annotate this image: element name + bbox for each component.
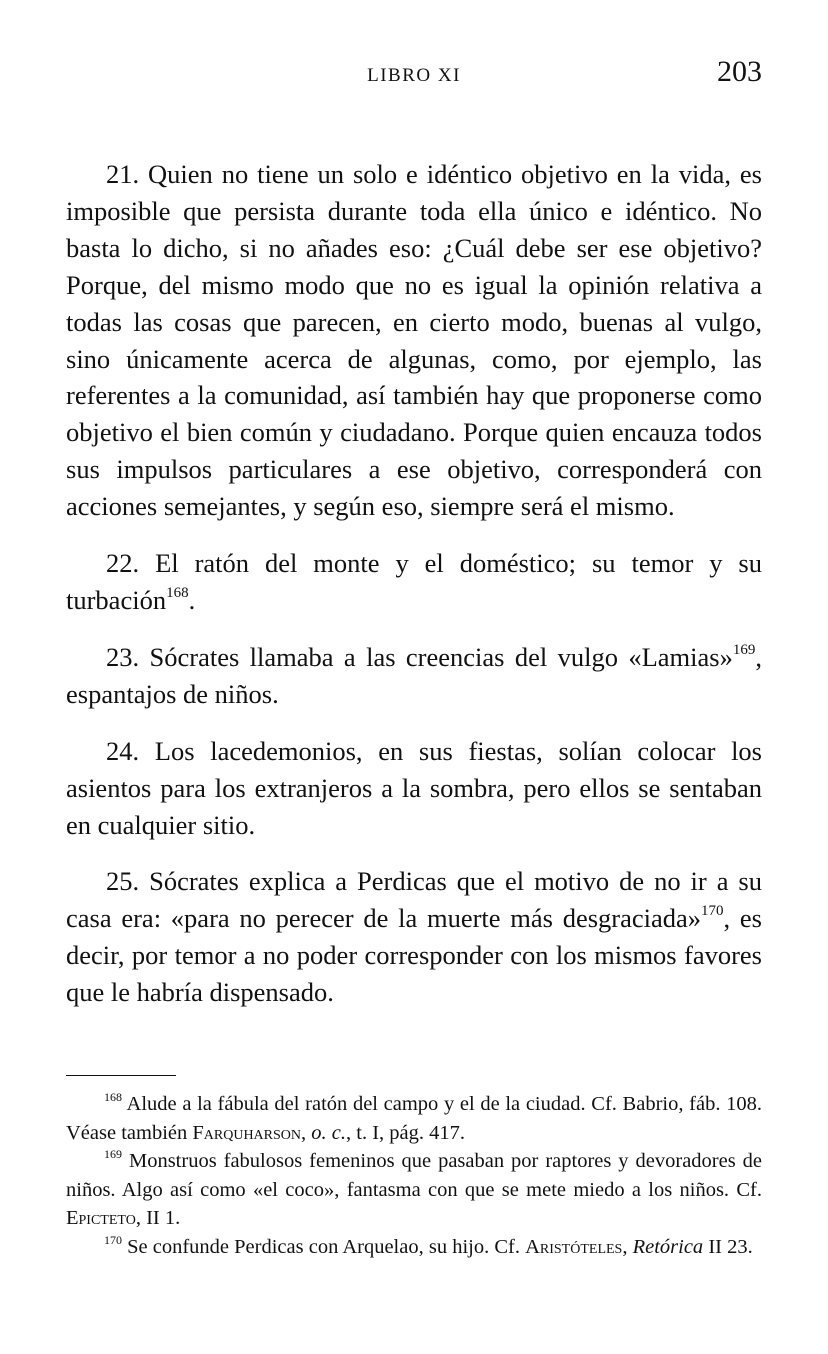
- footnote-number: 169: [104, 1147, 122, 1161]
- running-head: LIBRO XI: [367, 65, 461, 86]
- footnote-number: 168: [104, 1090, 122, 1104]
- footnote-text: Alude a la fábula del ratón del campo y el de la ciudad. Cf. Babrio, fáb. 108. Véase también: [66, 1093, 762, 1144]
- main-text: [66, 156, 762, 1031]
- paragraph-22: [66, 545, 762, 619]
- paragraph-23: [66, 639, 762, 713]
- footnote-168: [66, 1090, 762, 1147]
- paragraph-24: [66, 733, 762, 844]
- footnote-separator: [66, 1075, 176, 1076]
- footnote-author: Aristóteles: [525, 1235, 623, 1258]
- paragraph-text: .: [188, 584, 196, 615]
- page-number: 203: [717, 55, 762, 88]
- paragraph-text: , espantajos de niños.: [66, 641, 762, 709]
- footnote-author: Epicteto: [66, 1207, 136, 1229]
- paragraph-21: [66, 156, 762, 525]
- footnote-text: Monstruos fabulosos femeninos que pasaban por raptores y devoradores de niños. Algo así como «el coco», fantasma con que se mete miedo a los niños. Cf.: [66, 1150, 763, 1201]
- footnote-italic: Retórica: [632, 1235, 704, 1258]
- paragraph-text: 23. Sócrates llamaba a las creencias del vulgo «Lamias»: [106, 641, 733, 672]
- footnote-text: ,: [622, 1235, 633, 1258]
- footnote-italic: o. c.: [311, 1121, 346, 1144]
- footnote-text: II 23.: [703, 1235, 753, 1258]
- footnote-text: , II 1.: [135, 1207, 181, 1229]
- footnote-170: [66, 1233, 762, 1262]
- footnote-text: , t. I, pág. 417.: [346, 1121, 465, 1144]
- footnote-169: [66, 1147, 762, 1233]
- footnote-text: Se confunde Perdicas con Arquelao, su hijo. Cf.: [127, 1235, 526, 1258]
- paragraph-text: 21. Quien no tiene un solo e idéntico objetivo en la vida, es imposible que persista durante toda ella único e idéntico. No basta lo dicho, si no añades eso: ¿Cuál debe ser ese objetivo? Porque, del mismo modo que no es igual la opinión relativa a todas las cosas que parecen, en cierto modo, buenas al vulgo, sino únicamente acerca de algunas, como, por ejemplo, las referentes a la comunidad, así también hay que proponerse como objetivo el bien común y ciudadano. Porque quien encauza todos sus impulsos particulares a ese objetivo, corresponderá con acciones semejantes, y según eso, siempre será el mismo.: [66, 159, 762, 522]
- footnotes: [66, 1090, 762, 1261]
- footnote-author: Farquharson: [192, 1121, 302, 1144]
- page-header: [66, 55, 762, 95]
- paragraph-25: [66, 863, 762, 1011]
- footnote-text: ,: [301, 1121, 312, 1144]
- footnote-ref-170[interactable]: 170: [701, 903, 724, 920]
- paragraph-text: , es decir, por temor a no poder corresponder con los mismos favores que le habría dispensado.: [66, 903, 762, 1008]
- footnote-number: 170: [104, 1232, 122, 1247]
- paragraph-text: 25. Sócrates explica a Perdicas que el motivo de no ir a su casa era: «para no perecer de la muerte más desgraciada»: [66, 866, 762, 934]
- paragraph-text: 24. Los lacedemonios, en sus fiestas, solían colocar los asientos para los extranjeros a la sombra, pero ellos se sentaban en cualquier sitio.: [66, 735, 762, 840]
- footnote-ref-168[interactable]: 168: [166, 584, 189, 601]
- paragraph-text: 22. El ratón del monte y el doméstico; su temor y su turbación: [66, 548, 762, 615]
- footnote-ref-169[interactable]: 169: [732, 641, 756, 658]
